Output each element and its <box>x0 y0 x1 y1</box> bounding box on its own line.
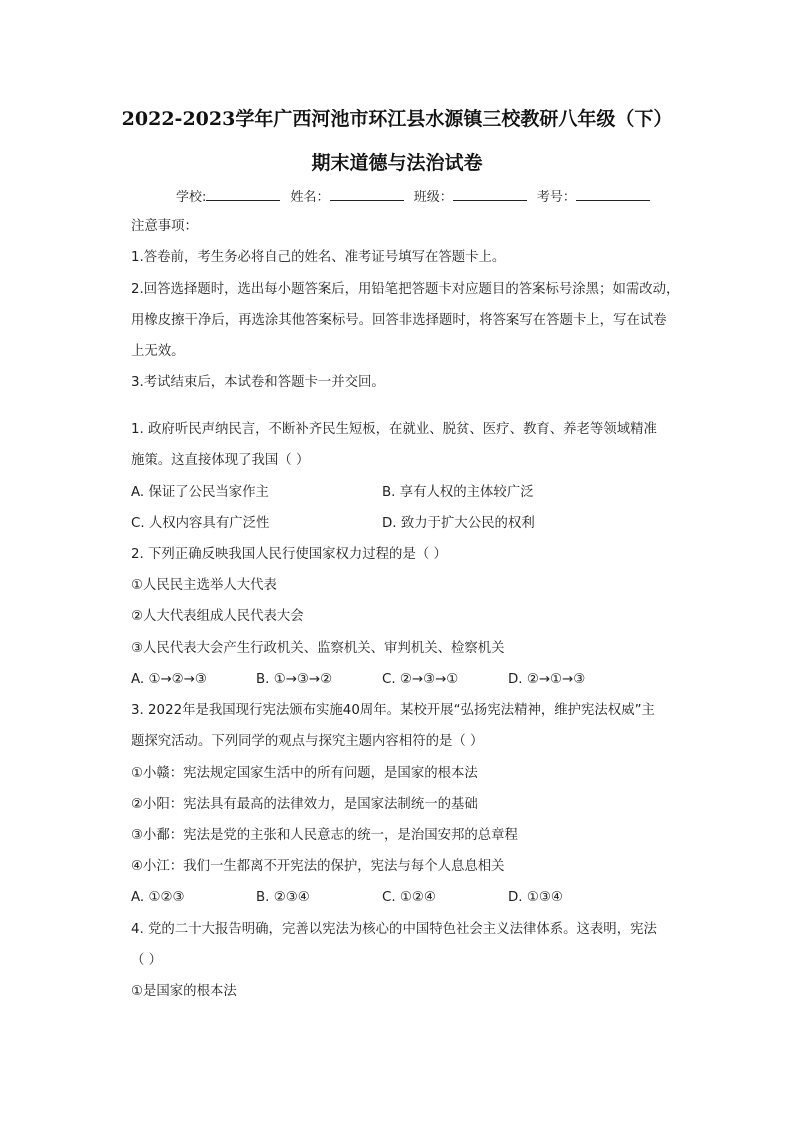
exam-title-line-2: 期末道德与法治试卷 <box>311 152 483 174</box>
notice-item-2-line-3: 上无效。 <box>131 344 185 359</box>
q2-option-d: D. ②→①→③ <box>508 672 586 687</box>
q3-stem-line-2: 题探究活动。下列同学的观点与探究主题内容相符的是（ ） <box>131 734 484 749</box>
class-label: 班级： <box>413 190 453 205</box>
q3-stem-line-1: 3. 2022年是我国现行宪法颁布实施40周年。某校开展“弘扬宪法精神，维护宪法权威”主 <box>131 703 655 718</box>
notice-heading: 注意事项： <box>131 219 198 234</box>
q3-statement-4: ④小江：我们一生都离不开宪法的保护，宪法与每个人息息相关 <box>131 859 505 874</box>
q1-option-a: A. 保证了公民当家作主 <box>131 485 269 500</box>
q4-stem-line-2: （ ） <box>131 953 163 968</box>
q3-option-b: B. ②③④ <box>256 890 310 905</box>
q4-stem-line-1: 4. 党的二十大报告明确，完善以宪法为核心的中国特色社会主义法律体系。这表明，宪法 <box>131 922 657 937</box>
q4-statement-1: ①是国家的根本法 <box>131 984 237 999</box>
school-blank[interactable] <box>206 188 280 201</box>
q1-stem-line-1: 1. 政府听民声纳民言，不断补齐民生短板，在就业、脱贫、医疗、教育、养老等领域精准 <box>131 422 657 437</box>
q3-statement-1: ①小赣：宪法规定国家生活中的所有问题，是国家的根本法 <box>131 766 478 781</box>
q2-stem: 2. 下列正确反映我国人民行使国家权力过程的是（ ） <box>131 547 447 562</box>
q3-option-a: A. ①②③ <box>131 890 185 905</box>
notice-item-3: 3.考试结束后，本试卷和答题卡一并交回。 <box>131 375 385 390</box>
exam-number-blank[interactable] <box>576 188 650 201</box>
notice-item-2-line-2: 用橡皮擦干净后，再选涂其他答案标号。回答非选择题时，将答案写在答题卡上，写在试卷 <box>131 313 667 328</box>
q1-option-c: C. 人权内容具有广泛性 <box>131 516 270 531</box>
class-blank[interactable] <box>453 188 527 201</box>
name-blank[interactable] <box>330 188 404 201</box>
q2-option-b: B. ①→③→② <box>256 672 333 687</box>
student-info-fields <box>176 186 656 205</box>
q1-option-b: B. 享有人权的主体较广泛 <box>382 485 534 500</box>
exam-number-label: 考号： <box>536 190 576 205</box>
school-label: 学校: <box>176 190 207 205</box>
q2-option-c: C. ②→③→① <box>382 672 459 687</box>
q2-option-a: A. ①→②→③ <box>131 672 207 687</box>
q2-statement-3: ③人民代表大会产生行政机关、监察机关、审判机关、检察机关 <box>131 641 505 656</box>
q2-statement-1: ①人民民主选举人大代表 <box>131 578 277 593</box>
q3-statement-2: ②小阳：宪法具有最高的法律效力，是国家法制统一的基础 <box>131 797 478 812</box>
q1-option-d: D. 致力于扩大公民的权利 <box>382 516 535 531</box>
q2-statement-2: ②人大代表组成人民代表大会 <box>131 609 304 624</box>
q3-statement-3: ③小鄱：宪法是党的主张和人民意志的统一，是治国安邦的总章程 <box>131 828 518 843</box>
notice-item-2-line-1: 2.回答选择题时，选出每小题答案后，用铅笔把答题卡对应题目的答案标号涂黑；如需改动， <box>131 282 680 297</box>
notice-item-1: 1.答卷前，考生务必将自己的姓名、准考证号填写在答题卡上。 <box>131 250 506 265</box>
name-label: 姓名： <box>290 190 330 205</box>
q3-option-d: D. ①③④ <box>508 890 563 905</box>
q3-option-c: C. ①②④ <box>382 890 436 905</box>
q1-stem-line-2: 施策。这直接体现了我国（ ） <box>131 453 310 468</box>
exam-title-line-1: 2022-2023学年广西河池市环江县水源镇三校教研八年级（下） <box>121 108 673 130</box>
